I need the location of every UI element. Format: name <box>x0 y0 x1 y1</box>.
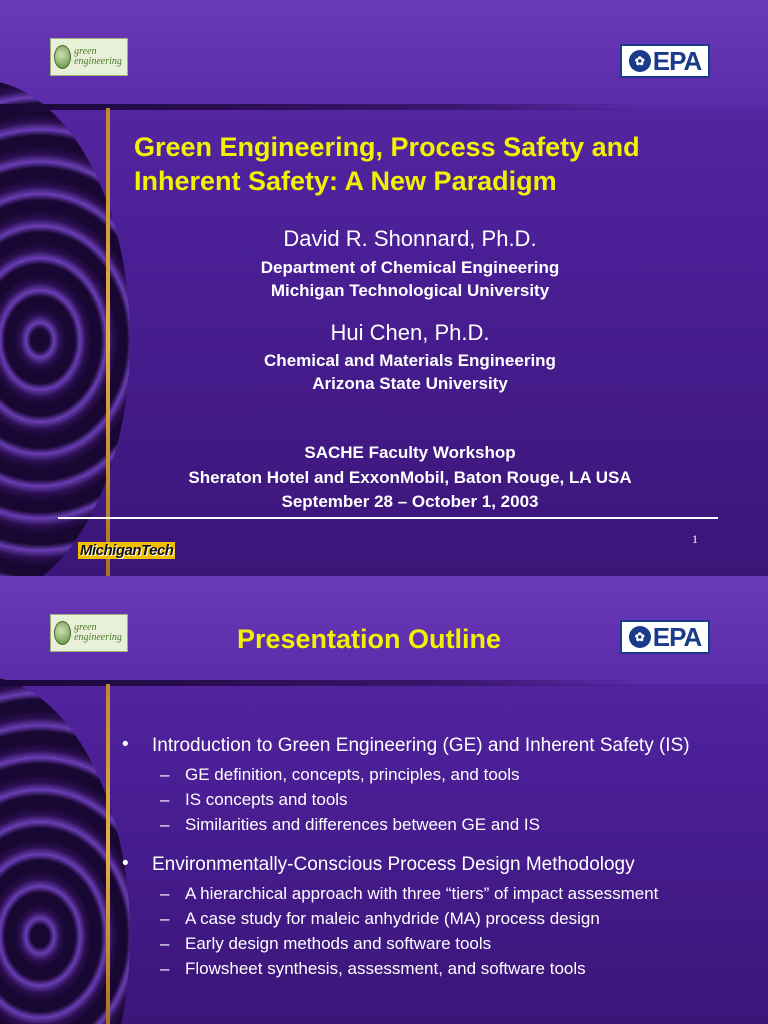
slide-title: Green Engineering, Process Safety and Inherent Safety: A New Paradigm <box>134 132 640 196</box>
header-divider <box>0 680 640 686</box>
outline-subitem <box>120 787 740 812</box>
epa-flower-icon: ✿ <box>629 50 651 72</box>
outline-subitem-text: A case study for maleic anhydride (MA) process design <box>185 909 600 928</box>
epa-logo <box>620 44 710 78</box>
page-number: 1 <box>692 532 698 546</box>
green-engineering-logo-text: green engineering <box>74 622 122 643</box>
outline-subitem <box>120 812 740 837</box>
swirl-background <box>0 676 130 1024</box>
outline-subitem-text: IS concepts and tools <box>185 790 348 809</box>
globe-icon <box>54 45 71 69</box>
outline-item <box>120 853 740 877</box>
dash-icon: – <box>160 790 170 809</box>
outline-item-text: Environmentally-Conscious Process Design Methodology <box>152 854 635 875</box>
event-location: Sheraton Hotel and ExxonMobil, Baton Rouge, LA USA <box>188 468 632 487</box>
gold-vertical-line <box>106 684 110 1024</box>
outline-list <box>120 734 740 981</box>
event-dates: September 28 – October 1, 2003 <box>281 492 539 511</box>
dash-icon: – <box>160 909 170 928</box>
bullet-icon: • <box>122 853 129 874</box>
author-1-name: David R. Shonnard, Ph.D. <box>283 226 537 251</box>
globe-icon <box>54 621 71 645</box>
epa-logo-text: EPA <box>652 621 702 652</box>
footer-rule <box>58 517 718 519</box>
outline-subitem-text: A hierarchical approach with three “tiers” of impact assessment <box>185 884 659 903</box>
outline-subitem-text: Flowsheet synthesis, assessment, and software tools <box>185 959 586 978</box>
outline-subitem <box>120 956 740 981</box>
outline-subitem <box>120 881 740 906</box>
outline-subitem <box>120 906 740 931</box>
outline-subitem-text: Similarities and differences between GE and IS <box>185 815 540 834</box>
epa-logo <box>620 620 710 654</box>
event-name: SACHE Faculty Workshop <box>304 443 516 462</box>
bullet-icon: • <box>122 734 129 755</box>
author-2-name: Hui Chen, Ph.D. <box>330 320 490 345</box>
author-2-university: Arizona State University <box>312 374 508 393</box>
header-divider <box>0 104 640 110</box>
dash-icon: – <box>160 765 170 784</box>
epa-flower-icon: ✿ <box>629 626 651 648</box>
outline-item <box>120 734 740 758</box>
outline-slide <box>0 576 768 1024</box>
epa-logo-text: EPA <box>652 45 702 76</box>
dash-icon: – <box>160 884 170 903</box>
outline-subitem-text: GE definition, concepts, principles, and tools <box>185 765 520 784</box>
author-1-department: Department of Chemical Engineering <box>260 258 560 277</box>
outline-subitem <box>120 762 740 787</box>
dash-icon: – <box>160 815 170 834</box>
outline-subitem <box>120 931 740 956</box>
slide-title: Presentation Outline <box>236 624 502 654</box>
dash-icon: – <box>160 934 170 953</box>
author-2-department: Chemical and Materials Engineering <box>264 351 556 370</box>
green-engineering-logo <box>50 614 128 652</box>
dash-icon: – <box>160 959 170 978</box>
michigan-tech-logo: MichiganTech <box>80 542 174 559</box>
outline-subitem-text: Early design methods and software tools <box>185 934 492 953</box>
outline-item-text: Introduction to Green Engineering (GE) and Inherent Safety (IS) <box>152 735 690 756</box>
green-engineering-logo-text: green engineering <box>74 46 122 67</box>
author-1-university: Michigan Technological University <box>270 281 550 300</box>
green-engineering-logo <box>50 38 128 76</box>
